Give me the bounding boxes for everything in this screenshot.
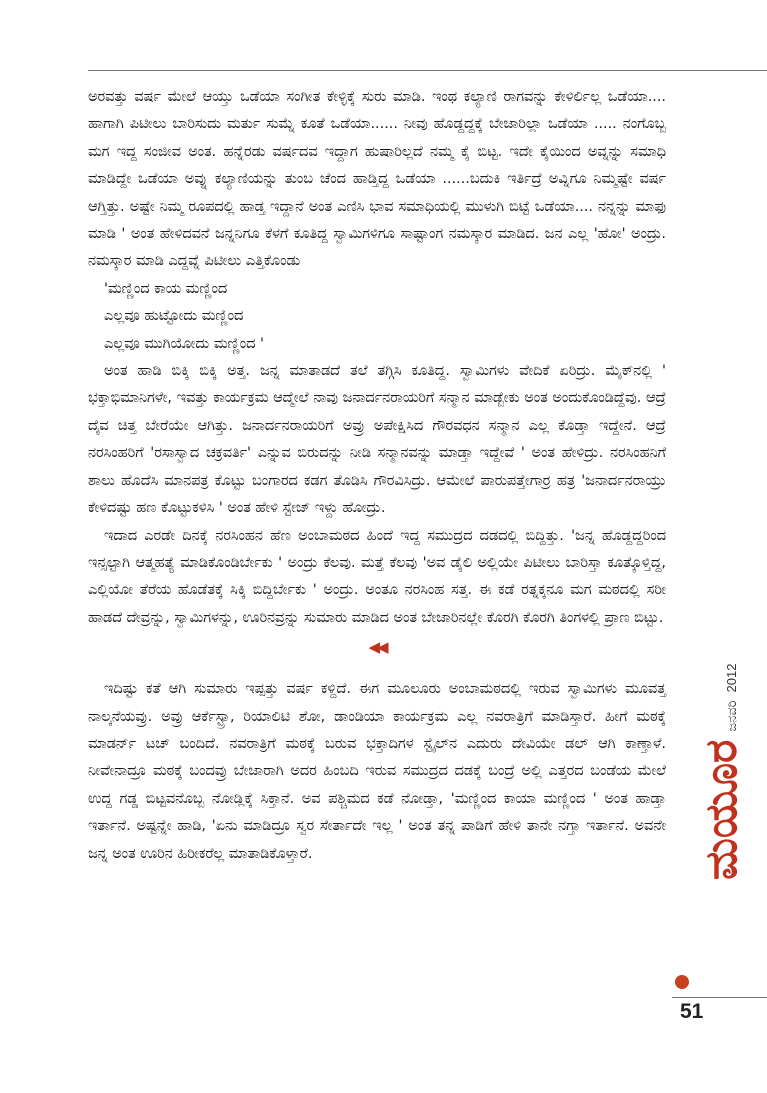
paragraph: ಇದಿಷ್ಟು ಕತೆ ಆಗಿ ಸುಮಾರು ಇಪ್ಪತ್ತು ವರ್ಷ ಕಳ್ದಿದೆ. ಈಗ ಮೂಲೂರು ಅಂಬಾಮಠದಲ್ಲಿ ಇರುವ ಸ್ವಾಮಿಗಳು ಮೂವತ್ತ ನಾಲ್ಕನೆಯವ್ರು. ಅವ್ರು ಆರ್ಕೆಸ್ಟ್ರಾ, ರಿಯಾಲಿಟಿ ಶೋ, ಡಾಂಡಿಯಾ ಕಾರ್ಯಕ್ರಮ ಎಲ್ಲ ನವರಾತ್ರಿಗೆ ಮಾಡಿಸ್ತಾರೆ. ಹೀಗೆ ಮಠಕ್ಕೆ ಮಾಡರ್ನ್ ಟಚ್ ಬಂದಿದೆ. ನವರಾತ್ರಿಗೆ ಮಠಕ್ಕೆ ಬರುವ ಭಕ್ತಾದಿಗಳ ಸ್ಟೈಲ್‌ನ ಎದುರು ದೇವಿಯೇ ಡಲ್ ಆಗಿ ಕಾಣ್ತಾಳೆ. ನೀವೇನಾದ್ರೂ ಮಠಕ್ಕೆ ಬಂದವ್ರು ಬೇಜಾರಾಗಿ ಅದರ ಹಿಂಬದಿ ಇರುವ ಸಮುದ್ರದ ದಡಕ್ಕೆ ಬಂದ್ರೆ ಅಲ್ಲಿ ಎತ್ತರದ ಬಂಡೆಯ ಮೇಲೆ ಉದ್ದ ಗಡ್ಡ ಬಿಟ್ಟವನೊಬ್ಬ ನೋಡ್ಲಿಕ್ಕೆ ಸಿಕ್ತಾನೆ. ಅವ ಪಶ್ಚಿಮದ ಕಡೆ ನೋಡ್ತಾ, 'ಮಣ್ಣಿಂದ ಕಾಯಾ ಮಣ್ಣಿಂದ ' ಅಂತ ಹಾಡ್ತಾ ಇರ್ತಾನೆ. ಅಷ್ಟನ್ನೇ ಹಾಡಿ, 'ಏನು ಮಾಡಿದ್ರೂ ಸ್ವರ ಸೇರ್ತಾದೇ ಇಲ್ಲ ' ಅಂತ ತನ್ನ ಪಾಡಿಗೆ ಹೇಳಿ ತಾನೇ ನಗ್ತಾ ಇರ್ತಾನೆ. ಅವನೇ ಜನ್ನ ಅಂತ ಊರಿನ ಹಿರೀಕರೆಲ್ಲ ಮಾತಾಡಿಕೊಳ್ತಾರೆ.: [88, 681, 666, 862]
song-verse: [88, 276, 666, 358]
accent-dot: [675, 975, 689, 989]
magazine-name: ಮಯೂರ: [696, 739, 747, 880]
double-left-arrow-icon: ◀◀: [368, 638, 386, 657]
issue-year: 2012: [724, 663, 739, 693]
verse-line: ಎಲ್ಲವೂ ಹುಟ್ಟೋದು ಮಣ್ಣಿಂದ: [104, 308, 244, 325]
paragraph: ಅಂತ ಹಾಡಿ ಬಿಕ್ಕಿ ಬಿಕ್ಕಿ ಅತ್ತ. ಜನ್ನ ಮಾತಾಡದೆ ತಲೆ ತಗ್ಗಿಸಿ ಕೂತಿದ್ದ. ಸ್ವಾಮಿಗಳು ವೇದಿಕೆ ಏರಿದ್ರು. ಮೈಕ್‌ನಲ್ಲಿ ' ಭಕ್ತಾಭಿಮಾನಿಗಳೇ, ಇವತ್ತು ಕಾರ್ಯಕ್ರಮ ಆದ್ಮೇಲೆ ನಾವು ಜನಾರ್ದನರಾಯರಿಗೆ ಸನ್ಮಾನ ಮಾಡ್ಬೇಕು ಅಂತ ಅಂದುಕೊಂಡಿದ್ದೆವು. ಆದ್ರೆ ದೈವ ಚಿತ್ತ ಬೇರೆಯೇ ಆಗಿತ್ತು. ಜನಾರ್ದನರಾಯರಿಗೆ ಅವ್ರು ಅಪೇಕ್ಷಿಸಿದ ಗೌರವಧನ ಸನ್ಮಾನ ಎಲ್ಲ ಕೊಡ್ತಾ ಇದ್ದೇನೆ. ಆದ್ರೆ ನರಸಿಂಹರಿಗೆ 'ರಸಾಸ್ವಾದ ಚಕ್ರವರ್ತಿ' ಎನ್ನುವ ಬಿರುದನ್ನು ನೀಡಿ ಸನ್ಮಾನವನ್ನು ಮಾಡ್ತಾ ಇದ್ದೇವೆ ' ಅಂತ ಹೇಳಿದ್ರು. ನರಸಿಂಹನಿಗೆ ಶಾಲು ಹೊದೆಸಿ ಮಾನಪತ್ರ ಕೊಟ್ಟು ಬಂಗಾರದ ಕಡಗ ತೊಡಿಸಿ ಗೌರವಿಸಿದ್ರು. ಆಮೇಲೆ ಪಾರುಪತ್ತೇಗಾರ್ರ ಹತ್ರ 'ಜನಾರ್ದನರಾಯ್ರು ಕೇಳಿದಷ್ಟು ಹಣ ಕೊಟ್ಟುಕಳಿಸಿ ' ಅಂತ ಹೇಳಿ ಸ್ಟೇಜ್ ಇಳ್ದು ಹೋದ್ರು.: [88, 363, 666, 517]
verse-line: ಎಲ್ಲವೂ ಮುಗಿಯೋದು ಮಣ್ಣಿಂದ ': [104, 335, 264, 352]
magazine-masthead: [696, 663, 747, 880]
top-rule: [88, 70, 767, 71]
paragraph: ಅರವತ್ತು ವರ್ಷ ಮೇಲೆ ಆಯ್ತು ಒಡೆಯಾ ಸಂಗೀತ ಕೇಳ್ಳಿಕ್ಕೆ ಸುರು ಮಾಡಿ. ಇಂಥ ಕಲ್ಯಾಣಿ ರಾಗವನ್ನು ಕೇಳಿರ್ಲಿಲ್ಲ ಒಡೆಯಾ.... ಹಾಗಾಗಿ ಪಿಟೀಲು ಬಾರಿಸುದು ಮರ್ತು ಸುಮ್ನೆ ಕೂತೆ ಒಡೆಯಾ...... ನೀವು ಹೊಡ್ದದ್ದಕ್ಕೆ ಬೇಜಾರಿಲ್ಲಾ ಒಡೆಯಾ ..... ನಂಗೊಬ್ಬ ಮಗ ಇದ್ದ ಸಂಜೀವ ಅಂತ. ಹನ್ನೆರಡು ವರ್ಷದವ ಇದ್ದಾಗ ಹುಷಾರಿಲ್ಲದೆ ನಮ್ಮ ಕೈ ಬಿಟ್ಟ. ಇದೇ ಕೈಯಿಂದ ಅವ್ನನ್ನು ಸಮಾಧಿ ಮಾಡಿದ್ದೇ ಒಡೆಯಾ ಅವ್ನು ಕಲ್ಯಾಣಿಯನ್ನು ತುಂಬ ಚೆಂದ ಹಾಡ್ತಿದ್ದ ಒಡೆಯಾ ......ಬದುಕಿ ಇರ್ತಿದ್ರೆ ಅವ್ನಿಗೂ ನಿಮ್ಮಷ್ಟೇ ವರ್ಷ ಆಗ್ತಿತ್ತು. ಅಷ್ಟೇ ನಿಮ್ಮ ರೂಪದಲ್ಲಿ ಹಾಡ್ತ ಇದ್ದಾನೆ ಅಂತ ಎಣಿಸಿ ಭಾವ ಸಮಾಧಿಯಲ್ಲಿ ಮುಳುಗಿ ಬಿಟ್ಟೆ ಒಡೆಯಾ.... ನನ್ನನ್ನು ಮಾಫು ಮಾಡಿ ' ಅಂತ ಹೇಳಿದವನೆ ಜನ್ನನಿಗೂ ಕೆಳಗೆ ಕೂತಿದ್ದ ಸ್ವಾಮಿಗಳಿಗೂ ಸಾಷ್ಟಾಂಗ ನಮಸ್ಕಾರ ಮಾಡಿದ. ಜನ ಎಲ್ಲ 'ಹೋ' ಅಂದ್ರು. ನಮಸ್ಕಾರ ಮಾಡಿ ಎದ್ದವ್ನೆ ಪಿಟೀಲು ಎತ್ತಿಕೊಂಡು: [88, 89, 666, 270]
article-body: [88, 84, 666, 868]
footer-rule: [672, 997, 767, 998]
paragraph: ಇದಾದ ಎರಡೇ ದಿನಕ್ಕೆ ನರಸಿಂಹನ ಹೆಣ ಅಂಬಾಮಠದ ಹಿಂದೆ ಇದ್ದ ಸಮುದ್ರದ ದಡದಲ್ಲಿ ಬಿದ್ದಿತ್ತು. 'ಜನ್ನ ಹೊಡ್ದದ್ದರಿಂದ ಇನ್ಸಲ್ಟಾಗಿ ಆತ್ಮಹತ್ಯೆ ಮಾಡಿಕೊಂಡಿರ್ಬೇಕು ' ಅಂದ್ರು ಕೆಲವು. ಮತ್ತೆ ಕೆಲವು 'ಅವ ಡೈಲಿ ಅಲ್ಲಿಯೇ ಪಿಟೀಲು ಬಾರಿಸ್ತಾ ಕೂತ್ಕೊಳ್ತಿದ್ದ, ಎಲ್ಲಿಯೋ ತೆರೆಯ ಹೊಡೆತಕ್ಕೆ ಸಿಕ್ಕಿ ಬಿದ್ದಿರ್ಬೇಕು ' ಅಂದ್ರು. ಅಂತೂ ನರಸಿಂಹ ಸತ್ತ. ಈ ಕಡೆ ರತ್ನಕ್ಕನೂ ಮಗ ಮಠದಲ್ಲಿ ಸರೀ ಹಾಡದೆ ದೇವ್ರನ್ನು, ಸ್ವಾಮಿಗಳನ್ನು, ಊರಿನವ್ರನ್ನು ಸುಮಾರು ಮಾಡಿದ ಅಂತ ಬೇಜಾರಿನಲ್ಲೇ ಕೊರಗಿ ಕೊರಗಿ ತಿಂಗಳಲ್ಲಿ ಪ್ರಾಣ ಬಿಟ್ಟು.: [88, 527, 666, 626]
page-number: 51: [680, 1000, 704, 1023]
issue-month: ಜನವರಿ: [725, 700, 740, 732]
section-separator: [88, 632, 666, 662]
verse-line: 'ಮಣ್ಣಿಂದ ಕಾಯ ಮಣ್ಣಿಂದ: [104, 280, 228, 297]
